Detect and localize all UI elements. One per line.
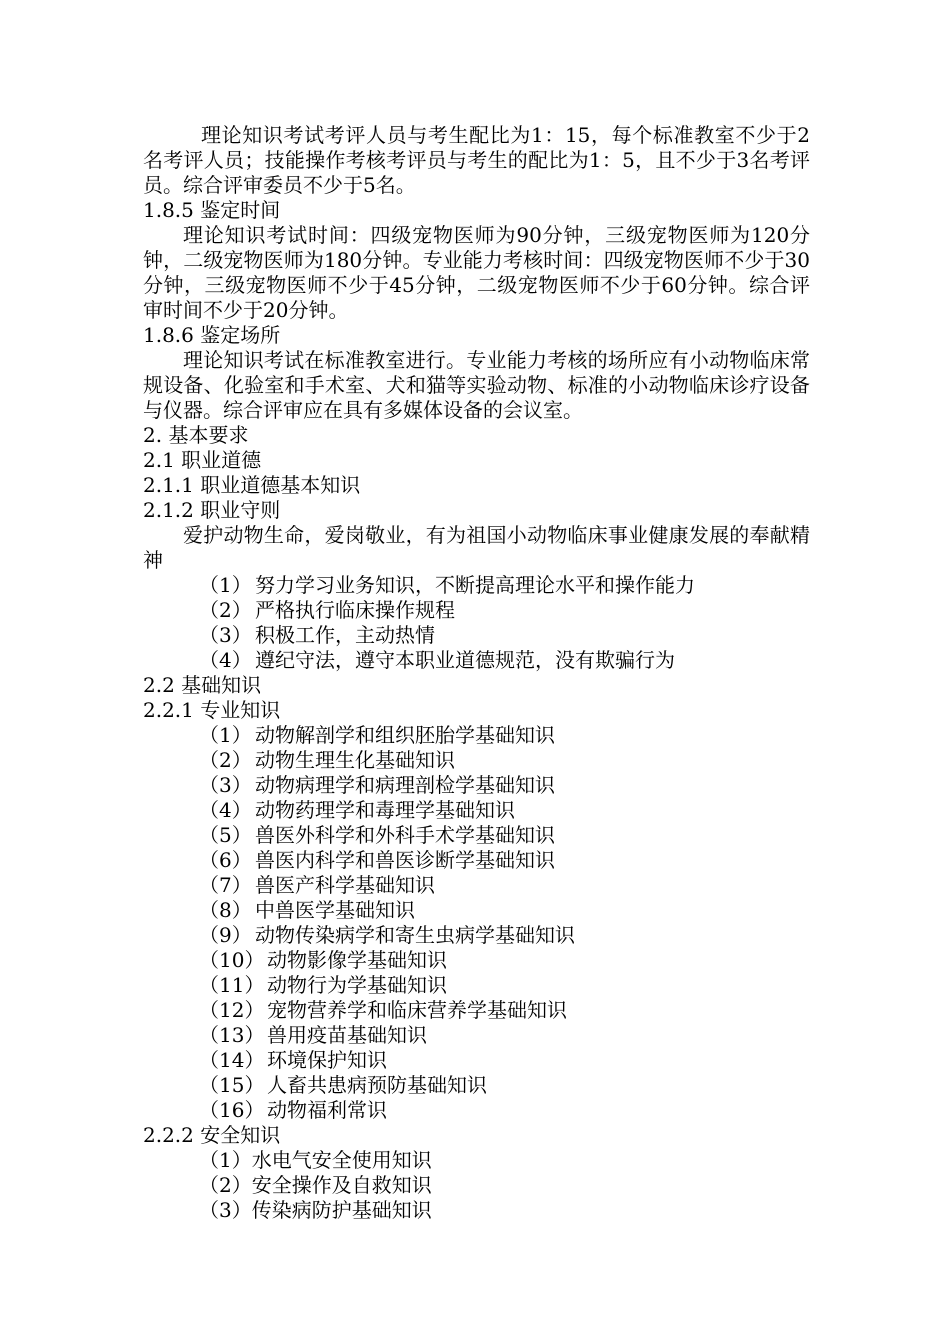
ethics-rules-list bbox=[143, 573, 810, 673]
list-item: （1） 努力学习业务知识，不断提高理论水平和操作能力 bbox=[199, 573, 695, 597]
safety-knowledge-list bbox=[143, 1148, 810, 1223]
paragraph-examiner-ratio: 理论知识考试考评人员与考生配比为1：15，每个标准教室不少于2名考评人员；技能操作考核考评员与考生的配比为1：5，且不少于3名考评员。综合评审委员不少于5名。 bbox=[143, 123, 810, 197]
paragraph-exam-time: 理论知识考试时间：四级宠物医师为90分钟，三级宠物医师为120分钟，二级宠物医师为180分钟。专业能力考核时间：四级宠物医师不少于30分钟，三级宠物医师不少于45分钟，二级宠物医师不少于60分钟。综合评审时间不少于20分钟。 bbox=[143, 223, 810, 322]
heading-1-8-5: 1.8.5 鉴定时间 bbox=[143, 198, 281, 222]
list-item: （3）传染病防护基础知识 bbox=[199, 1198, 432, 1222]
list-item: （4） 动物药理学和毒理学基础知识 bbox=[199, 798, 515, 822]
list-item: （10） 动物影像学基础知识 bbox=[199, 948, 447, 972]
paragraph-exam-place: 理论知识考试在标准教室进行。专业能力考核的场所应有小动物临床常规设备、化验室和手术室、犬和猫等实验动物、标准的小动物临床诊疗设备与仪器。综合评审应在具有多媒体设备的会议室。 bbox=[143, 348, 810, 422]
list-item: （3） 动物病理学和病理剖检学基础知识 bbox=[199, 773, 555, 797]
heading-2-2: 2.2 基础知识 bbox=[143, 673, 262, 697]
list-item: （2） 动物生理生化基础知识 bbox=[199, 748, 455, 772]
list-item: （2） 严格执行临床操作规程 bbox=[199, 598, 455, 622]
list-item: （5） 兽医外科学和外科手术学基础知识 bbox=[199, 823, 555, 847]
list-item: （12） 宠物营养学和临床营养学基础知识 bbox=[199, 998, 567, 1022]
list-item: （8） 中兽医学基础知识 bbox=[199, 898, 415, 922]
list-item: （14） 环境保护知识 bbox=[199, 1048, 387, 1072]
list-item: （13） 兽用疫苗基础知识 bbox=[199, 1023, 427, 1047]
list-item: （6） 兽医内科学和兽医诊断学基础知识 bbox=[199, 848, 555, 872]
list-item: （16） 动物福利常识 bbox=[199, 1098, 387, 1122]
paragraph-ethics: 爱护动物生命，爱岗敬业，有为祖国小动物临床事业健康发展的奉献精神 bbox=[143, 523, 810, 572]
heading-2: 2. 基本要求 bbox=[143, 423, 249, 447]
professional-knowledge-list bbox=[143, 723, 810, 1123]
list-item: （9） 动物传染病学和寄生虫病学基础知识 bbox=[199, 923, 575, 947]
heading-2-2-2: 2.2.2 安全知识 bbox=[143, 1123, 281, 1147]
heading-2-1-1: 2.1.1 职业道德基本知识 bbox=[143, 473, 361, 497]
list-item: （1）水电气安全使用知识 bbox=[199, 1148, 432, 1172]
list-item: （7） 兽医产科学基础知识 bbox=[199, 873, 435, 897]
heading-2-1: 2.1 职业道德 bbox=[143, 448, 262, 472]
list-item: （3） 积极工作，主动热情 bbox=[199, 623, 435, 647]
heading-2-1-2: 2.1.2 职业守则 bbox=[143, 498, 281, 522]
list-item: （4） 遵纪守法，遵守本职业道德规范，没有欺骗行为 bbox=[199, 648, 675, 672]
list-item: （11） 动物行为学基础知识 bbox=[199, 973, 447, 997]
heading-2-2-1: 2.2.1 专业知识 bbox=[143, 698, 281, 722]
list-item: （15） 人畜共患病预防基础知识 bbox=[199, 1073, 487, 1097]
heading-1-8-6: 1.8.6 鉴定场所 bbox=[143, 323, 281, 347]
list-item: （2）安全操作及自救知识 bbox=[199, 1173, 432, 1197]
list-item: （1） 动物解剖学和组织胚胎学基础知识 bbox=[199, 723, 555, 747]
